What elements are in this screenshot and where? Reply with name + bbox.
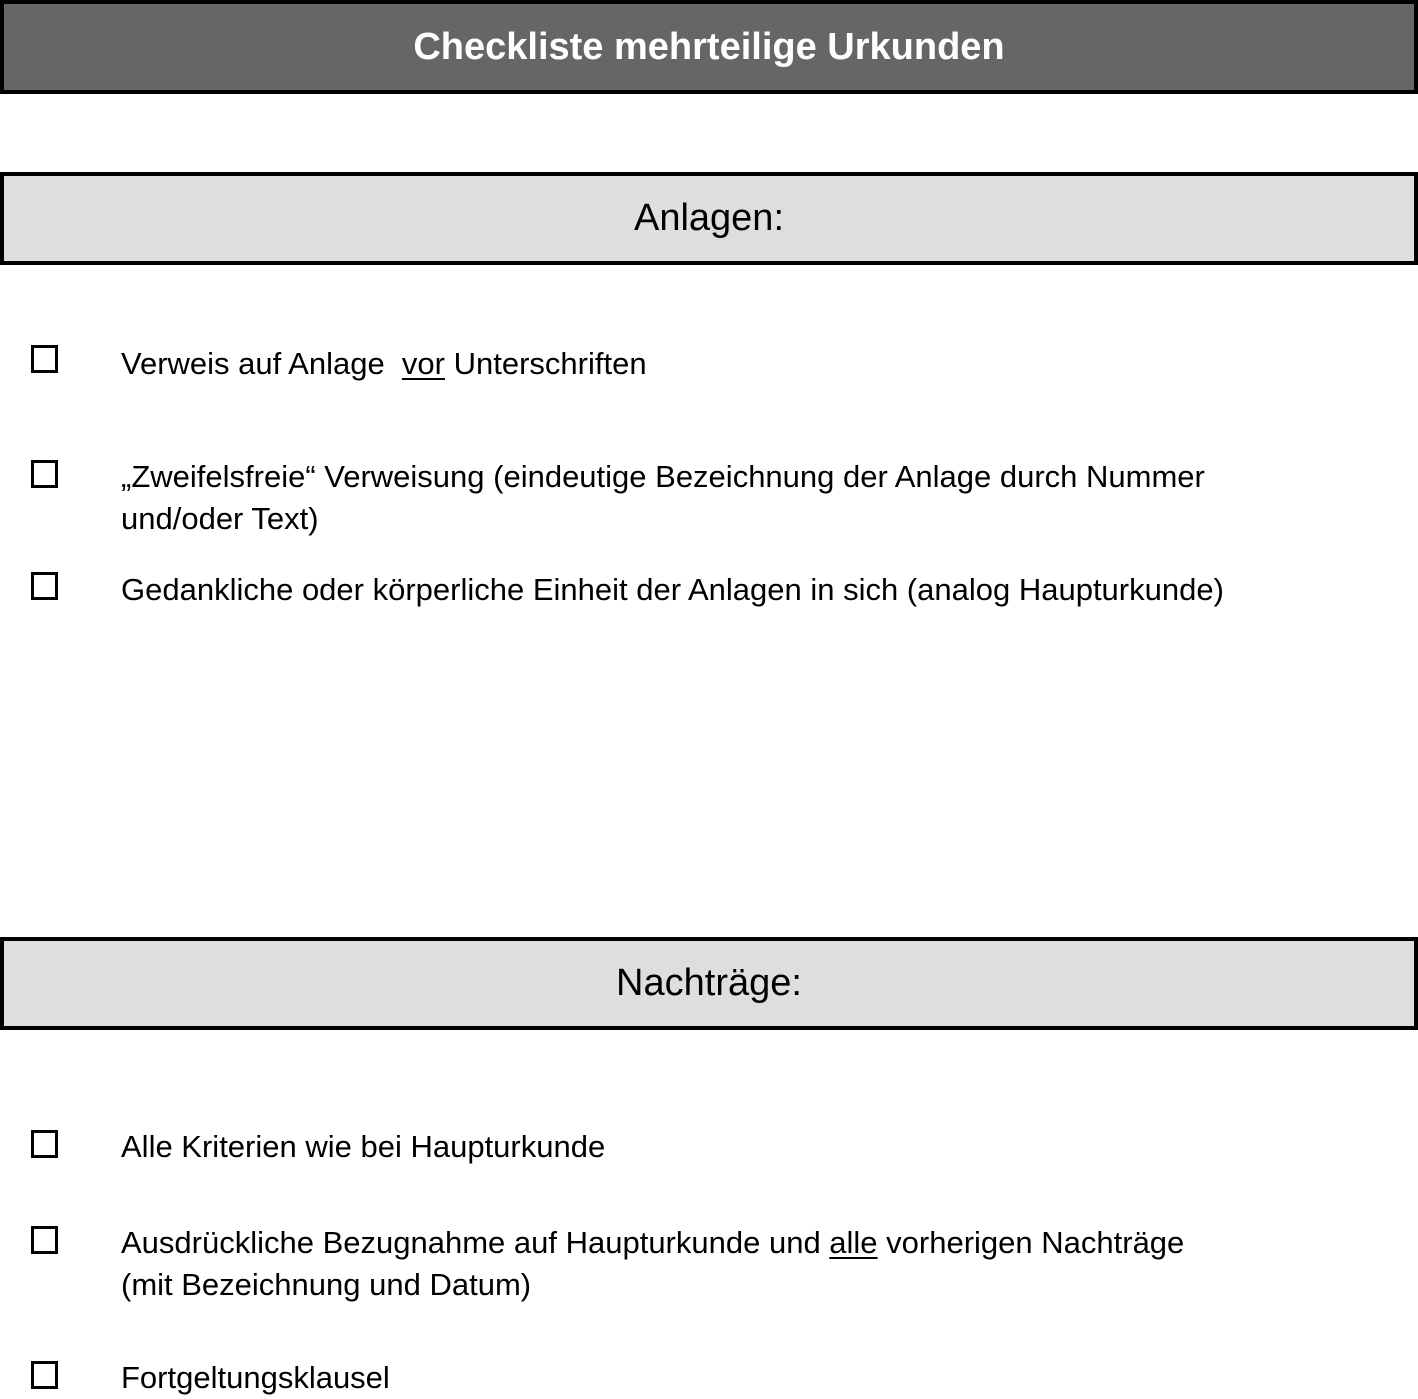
section-heading: Nachträge:: [616, 962, 802, 1004]
page-title: Checkliste mehrteilige Urkunden: [413, 25, 1005, 68]
item-text: [121, 1222, 1381, 1306]
checkbox[interactable]: [31, 345, 58, 373]
checkbox[interactable]: [31, 1130, 58, 1158]
item-text-part: Unterschriften: [445, 346, 647, 381]
underlined-word: vor: [401, 346, 445, 381]
title-bar: [0, 0, 1418, 94]
checkbox[interactable]: [31, 460, 58, 488]
item-text-line: „Zweifelsfreie“ Verweisung (eindeutige Bezeichnung der Anlage durch Nummer: [121, 459, 1205, 494]
checkbox[interactable]: [31, 572, 58, 600]
item-text-line: und/oder Text): [121, 501, 319, 536]
item-text: [121, 456, 1381, 540]
underlined-word: alle: [829, 1225, 878, 1260]
checkbox[interactable]: [31, 1226, 58, 1254]
item-text: Gedankliche oder körperliche Einheit der Anlagen in sich (analog Haupturkunde): [121, 572, 1224, 607]
item-text-part: Verweis auf Anlage: [121, 346, 402, 381]
section-header-nachtraege: [0, 937, 1418, 1030]
item-text-part: vorherigen Nachträge: [877, 1225, 1185, 1260]
item-text-line: [121, 1222, 1381, 1264]
section-header-anlagen: [0, 172, 1418, 265]
item-text: Fortgeltungsklausel: [121, 1360, 390, 1395]
checkbox[interactable]: [31, 1361, 58, 1389]
item-text: [121, 343, 1381, 385]
section-heading: Anlagen:: [633, 197, 784, 239]
item-text-part: Ausdrückliche Bezugnahme auf Haupturkunde und: [121, 1225, 830, 1260]
item-text: Alle Kriterien wie bei Haupturkunde: [121, 1129, 606, 1164]
item-text-line: (mit Bezeichnung und Datum): [121, 1267, 532, 1302]
